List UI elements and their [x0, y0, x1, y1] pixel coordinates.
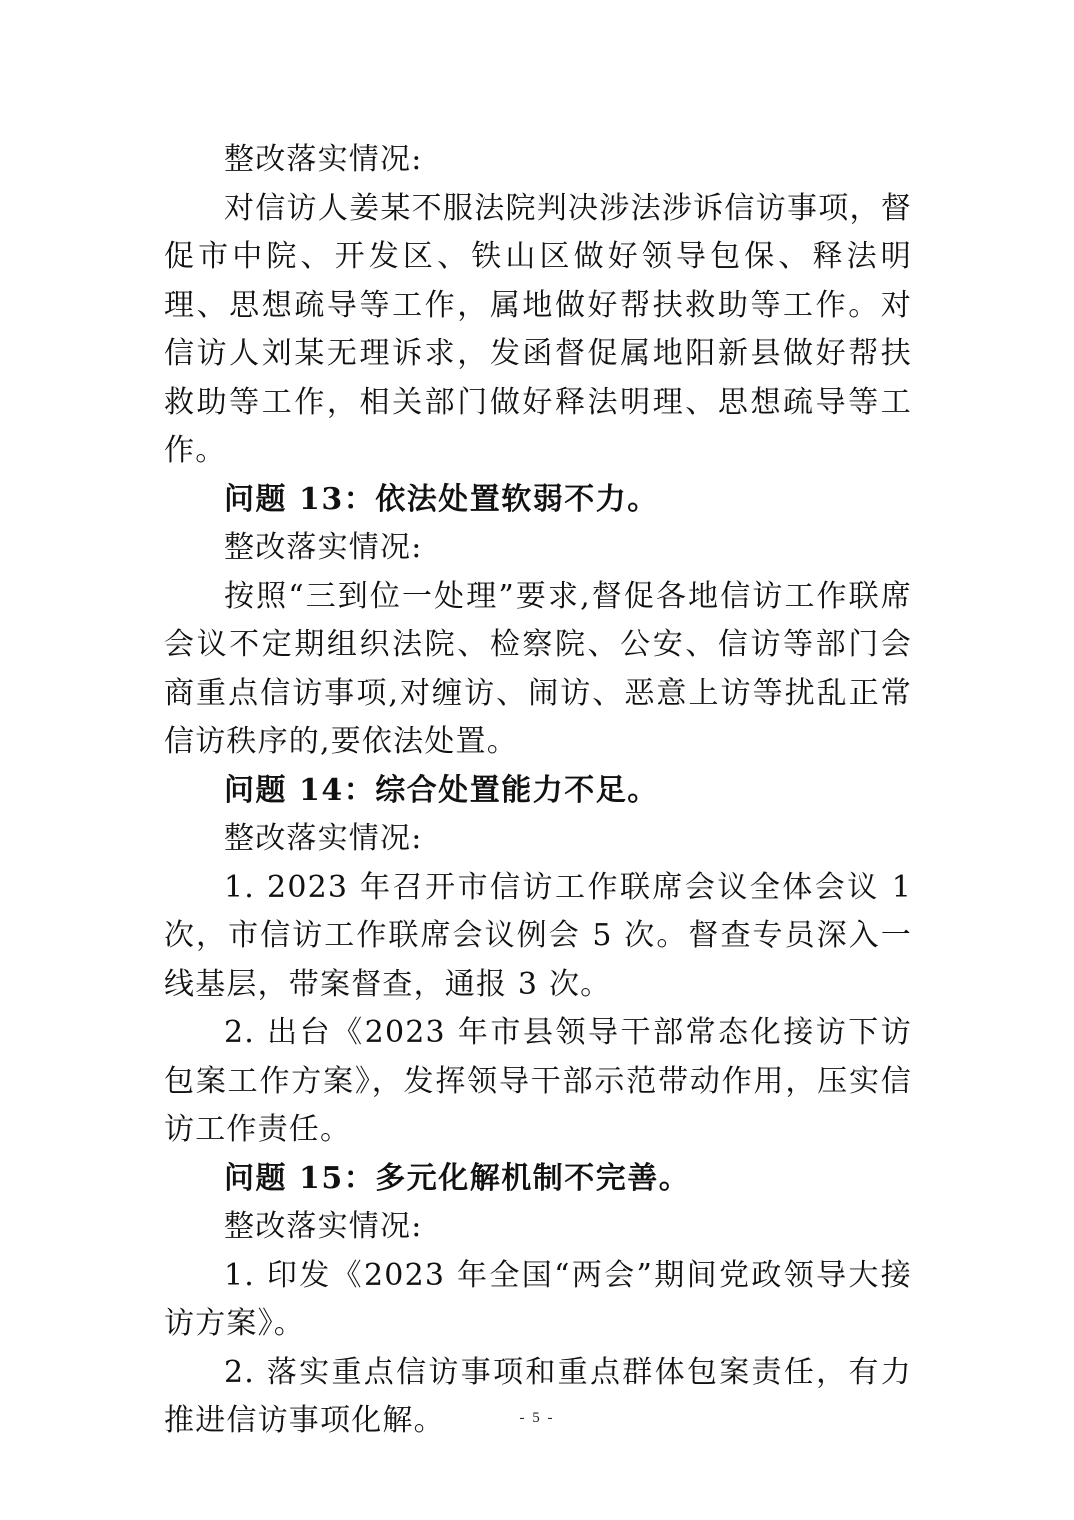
document-body	[164, 136, 912, 1446]
body-paragraph: 对信访人姜某不服法院判决涉法涉诉信访事项，督促市中院、开发区、铁山区做好领导包保、释法明理、思想疏导等工作，属地做好帮扶救助等工作。对信访人刘某无理诉求，发函督促属地阳新县做好帮扶救助等工作，相关部门做好释法明理、思想疏导等工作。	[164, 190, 912, 468]
page-number: - 5 -	[519, 1410, 555, 1426]
issue-15-heading: 问题 15：多元化解机制不完善。	[224, 1160, 691, 1196]
rectification-label: 整改落实情况:	[224, 530, 423, 565]
issue-13-heading: 问题 13：依法处置软弱不力。	[224, 481, 659, 517]
body-paragraph: 按照“三到位一处理”要求,督促各地信访工作联席会议不定期组织法院、检察院、公安、信访等部门会商重点信访事项,对缠访、闹访、恶意上访等扰乱正常信访秩序的,要依法处置。	[164, 578, 912, 759]
body-paragraph: 1. 2023 年召开市信访工作联席会议全体会议 1 次，市信访工作联席会议例会 5 次。督查专员深入一线基层，带案督查，通报 3 次。	[164, 869, 912, 1002]
rectification-label: 整改落实情况:	[224, 1209, 423, 1244]
rectification-label: 整改落实情况:	[224, 821, 423, 856]
rectification-label: 整改落实情况:	[224, 142, 423, 177]
body-paragraph: 2. 落实重点信访事项和重点群体包案责任，有力推进信访事项化解。	[164, 1354, 912, 1438]
issue-14-heading: 问题 14：综合处置能力不足。	[224, 772, 659, 808]
body-paragraph: 2. 出台《2023 年市县领导干部常态化接访下访包案工作方案》，发挥领导干部示范带动作用，压实信访工作责任。	[164, 1015, 912, 1147]
body-paragraph: 1. 印发《2023 年全国“两会”期间党政领导大接访方案》。	[164, 1257, 912, 1341]
